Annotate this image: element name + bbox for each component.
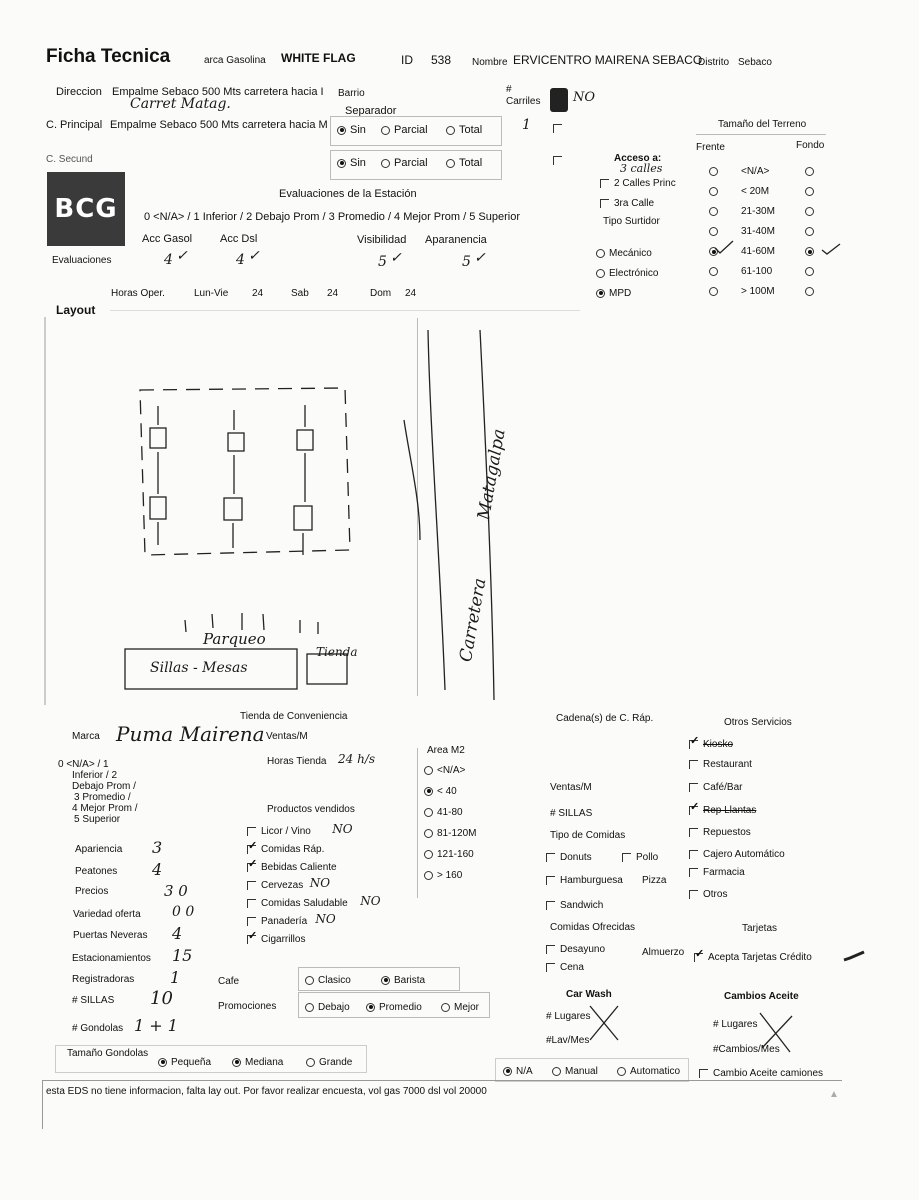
gondola-mediana[interactable]: Mediana bbox=[232, 1056, 283, 1069]
peatones-value: 4 bbox=[152, 860, 163, 879]
acc-gasol-check-icon: ✓ bbox=[176, 248, 188, 264]
tamano-gondolas-label: Tamaño Gondolas bbox=[67, 1048, 149, 1059]
page-title: Ficha Tecnica bbox=[46, 46, 171, 67]
comida-donuts[interactable]: Donuts bbox=[546, 851, 592, 864]
layout-parqueo-text: Parqueo bbox=[203, 630, 266, 648]
cambios-title: Cambios Aceite bbox=[724, 991, 799, 1002]
tipo-surtidor-title: Tipo Surtidor bbox=[603, 216, 660, 227]
puertas-label: Puertas Neveras bbox=[73, 930, 148, 941]
acceso-3ra-calle[interactable]: 3ra Calle bbox=[600, 197, 654, 210]
cadena-ventas-label: Ventas/M bbox=[550, 782, 592, 793]
comida-hamburguesa[interactable]: Hamburguesa bbox=[546, 874, 623, 887]
surtidor-mecanico[interactable]: Mecánico bbox=[596, 247, 652, 260]
layout-carretera-text: Carretera bbox=[456, 576, 491, 664]
gondolas-value: 1 + 1 bbox=[134, 1016, 178, 1035]
peatones-label: Peatones bbox=[75, 866, 118, 877]
carwash-title: Car Wash bbox=[566, 989, 612, 1000]
tienda-scale-line: 4 Mejor Prom / bbox=[72, 803, 138, 814]
producto-1[interactable] bbox=[247, 843, 324, 856]
distrito-value: Sebaco bbox=[738, 57, 772, 68]
area-option-0[interactable] bbox=[424, 764, 465, 777]
otros-item-5[interactable] bbox=[689, 848, 785, 861]
tienda-scale-line: 0 <N/A> / 1 bbox=[58, 759, 109, 770]
comida-sandwich[interactable]: Sandwich bbox=[546, 899, 603, 912]
acc-dsl-value: 4 bbox=[236, 252, 245, 268]
sillas-tienda-value: 10 bbox=[150, 988, 173, 1009]
dom-label: Dom bbox=[370, 288, 392, 299]
horas-oper-label: Horas Oper. bbox=[111, 288, 165, 299]
tienda-ventas-label: Ventas/M bbox=[266, 731, 308, 742]
acc-dsl-check-icon: ✓ bbox=[248, 248, 260, 264]
marca-gasolina-label: arca Gasolina bbox=[204, 55, 266, 66]
producto-0[interactable] bbox=[247, 825, 311, 838]
tienda-scale-line: Debajo Prom / bbox=[72, 781, 136, 792]
sep-secund-sin[interactable]: Sin bbox=[337, 157, 366, 170]
estacionamientos-value: 15 bbox=[172, 946, 193, 965]
producto-label: Bebidas Caliente bbox=[261, 862, 337, 873]
terreno-option-0: <N/A> bbox=[741, 166, 770, 177]
cambio-aceite-camiones[interactable]: Cambio Aceite camiones bbox=[699, 1067, 823, 1080]
carriles-label: # Carriles bbox=[506, 84, 541, 107]
cadena-sillas-label: # SILLAS bbox=[550, 808, 593, 819]
registradoras-label: Registradoras bbox=[72, 974, 135, 985]
lun-vie-value: 24 bbox=[252, 288, 264, 299]
c-principal-value: Empalme Sebaco 500 Mts carretera hacia M bbox=[110, 119, 328, 131]
area-option-4[interactable] bbox=[424, 848, 474, 861]
tienda-marca-label: Marca bbox=[72, 731, 100, 742]
promociones-label: Promociones bbox=[218, 1001, 277, 1012]
pump-column-2 bbox=[224, 410, 244, 548]
acc-gasol-value: 4 bbox=[164, 252, 173, 268]
sab-value: 24 bbox=[327, 288, 339, 299]
otros-item-7[interactable] bbox=[689, 888, 727, 901]
producto-6[interactable] bbox=[247, 933, 305, 946]
evaluaciones-title: Evaluaciones de la Estación bbox=[279, 188, 417, 200]
wash-na[interactable]: N/A bbox=[503, 1065, 533, 1078]
acceso-handwritten: 3 calles bbox=[620, 162, 663, 175]
area-option-5[interactable] bbox=[424, 869, 462, 882]
nombre-value: ERVICENTRO MAIRENA SEBACO bbox=[513, 53, 703, 67]
producto-label: Comidas Ráp. bbox=[261, 844, 325, 855]
separador-label: Separador bbox=[345, 105, 397, 117]
fondo-label: Fondo bbox=[796, 140, 825, 151]
area-option-2[interactable] bbox=[424, 806, 463, 819]
nombre-label: Nombre bbox=[472, 57, 508, 68]
carwash-lavmes-label: #Lav/Mes bbox=[546, 1035, 590, 1046]
otros-item-6[interactable] bbox=[689, 866, 745, 879]
comida-cena[interactable]: Cena bbox=[546, 961, 584, 974]
otros-item-4[interactable] bbox=[689, 826, 751, 839]
terreno-option-4: 41-60M bbox=[741, 246, 775, 257]
producto-label: Panadería bbox=[261, 916, 308, 927]
comida-pizza: Pizza bbox=[642, 875, 667, 886]
comida-almuerzo: Almuerzo bbox=[642, 947, 685, 958]
area-option-1[interactable] bbox=[424, 785, 457, 798]
producto-label: Cigarrillos bbox=[261, 934, 306, 945]
tarjetas-credito[interactable]: ✓Acepta Tarjetas Crédito bbox=[694, 951, 812, 964]
frente-label: Frente bbox=[696, 142, 725, 153]
fondo-41-60-check-icon bbox=[822, 244, 840, 254]
promo-mejor[interactable]: Mejor bbox=[441, 1001, 479, 1014]
producto-label: Cervezas bbox=[261, 880, 304, 891]
producto-note-0: NO bbox=[332, 822, 353, 836]
terreno-title: Tamaño del Terreno bbox=[718, 119, 807, 130]
surtidor-electronico[interactable]: Electrónico bbox=[596, 267, 658, 280]
comment-text: esta EDS no tiene informacion, falta lay out. Por favor realizar encuesta, vol gas 7000 dsl vol 20000 bbox=[46, 1086, 487, 1097]
carwash-cross-icon bbox=[590, 1006, 618, 1040]
gondolas-label: # Gondolas bbox=[72, 1023, 124, 1034]
wash-manual[interactable]: Manual bbox=[552, 1065, 598, 1078]
productos-title: Productos vendidos bbox=[267, 804, 355, 815]
otros-item-label: Restaurant bbox=[703, 759, 752, 770]
sep-secund-parcial[interactable]: Parcial bbox=[381, 157, 428, 170]
sep-secund-total[interactable]: Total bbox=[446, 157, 482, 170]
c-principal-label: C. Principal bbox=[46, 119, 103, 131]
c-secund-label: C. Secund bbox=[46, 154, 93, 165]
sep-principal-total[interactable]: Total bbox=[446, 124, 482, 137]
area-option-label: < 40 bbox=[437, 786, 457, 797]
terreno-option-6: > 100M bbox=[741, 286, 775, 297]
area-divider bbox=[417, 748, 418, 898]
tarjetas-title: Tarjetas bbox=[742, 923, 778, 934]
distrito-label: Distrito bbox=[698, 57, 730, 68]
sep-principal-parcial[interactable]: Parcial bbox=[381, 124, 428, 137]
otros-item-label: Rep Llantas bbox=[703, 805, 757, 816]
terreno-option-3: 31-40M bbox=[741, 226, 775, 237]
apariencia-check-icon: ✓ bbox=[474, 250, 486, 266]
layout-sillas-text: Sillas - Mesas bbox=[150, 660, 248, 676]
area-option-label: > 160 bbox=[437, 870, 463, 881]
area-title: Area M2 bbox=[427, 745, 465, 756]
area-option-label: 41-80 bbox=[437, 807, 463, 818]
producto-note-5: NO bbox=[315, 912, 336, 926]
marca-gasolina-value: WHITE FLAG bbox=[281, 51, 356, 65]
horas-tienda-label: Horas Tienda bbox=[267, 756, 327, 767]
producto-5[interactable] bbox=[247, 915, 307, 928]
producto-3[interactable] bbox=[247, 879, 303, 892]
layout-tienda-text: Tienda bbox=[316, 645, 358, 659]
tienda-scale-line: 5 Superior bbox=[74, 814, 121, 825]
otros-item-label: Kiosko bbox=[703, 739, 734, 750]
lun-vie-label: Lun-Vie bbox=[194, 288, 229, 299]
acc-gasol-label: Acc Gasol bbox=[142, 233, 193, 245]
otros-item-label: Café/Bar bbox=[703, 782, 743, 793]
evaluaciones-scale: 0 <N/A> / 1 Inferior / 2 Debajo Prom / 3 Promedio / 4 Mejor Prom / 5 Superior bbox=[144, 211, 520, 223]
cadena-title: Cadena(s) de C. Ráp. bbox=[556, 713, 654, 724]
producto-4[interactable] bbox=[247, 897, 348, 910]
tienda-title: Tienda de Conveniencia bbox=[240, 711, 348, 722]
tarjetas-check-icon bbox=[844, 952, 864, 960]
otros-title: Otros Servicios bbox=[724, 717, 792, 728]
cafe-clasico[interactable]: Clasico bbox=[305, 974, 351, 987]
road-line-left bbox=[428, 330, 445, 690]
area-option-label: <N/A> bbox=[437, 765, 466, 776]
carriles-value: 1 bbox=[522, 117, 531, 133]
area-option-label: 81-120M bbox=[437, 828, 477, 839]
producto-note-3: NO bbox=[309, 876, 331, 890]
visibilidad-check-icon: ✓ bbox=[390, 250, 402, 266]
precios-value: 3 0 bbox=[164, 882, 188, 900]
direccion-label: Direccion bbox=[56, 86, 102, 98]
variedad-label: Variedad oferta bbox=[73, 909, 141, 920]
area-option-label: 121-160 bbox=[437, 849, 474, 860]
barrio-label: Barrio bbox=[338, 88, 365, 99]
estacionamientos-label: Estacionamientos bbox=[72, 953, 151, 964]
sep-principal-sin[interactable]: Sin bbox=[337, 124, 366, 137]
surtidor-mpd[interactable]: MPD bbox=[596, 287, 631, 300]
gondola-grande[interactable]: Grande bbox=[306, 1056, 352, 1069]
direccion-handwritten: Carret Matag. bbox=[130, 96, 231, 112]
tienda-scale-line: Inferior / 2 bbox=[72, 770, 118, 781]
pump-column-3 bbox=[294, 405, 313, 555]
evaluaciones-label: Evaluaciones bbox=[52, 255, 112, 266]
visibilidad-value: 5 bbox=[378, 254, 387, 270]
comida-pollo[interactable]: Pollo bbox=[622, 851, 658, 864]
direccion-value: Empalme Sebaco 500 Mts carretera hacia I bbox=[112, 86, 324, 98]
cambios-lugares-label: # Lugares bbox=[713, 1019, 758, 1030]
producto-label: Comidas Saludable bbox=[261, 898, 348, 909]
terreno-option-5: 61-100 bbox=[741, 266, 773, 277]
acceso-2-calles[interactable]: 2 Calles Princ bbox=[600, 177, 676, 190]
precios-label: Precios bbox=[75, 886, 109, 897]
carriles-note: NO bbox=[573, 90, 596, 105]
layout-title: Layout bbox=[56, 303, 96, 317]
otros-item-label: Repuestos bbox=[703, 827, 751, 838]
layout-matagalpa-text: Matagalpa bbox=[474, 427, 510, 522]
frente-41-60-check-icon bbox=[715, 241, 733, 253]
acceso-title: Acceso a: bbox=[614, 153, 662, 164]
id-label: ID bbox=[401, 53, 413, 67]
sab-label: Sab bbox=[291, 288, 309, 299]
id-value: 538 bbox=[431, 53, 452, 67]
wash-automatico[interactable]: Automatico bbox=[617, 1065, 680, 1078]
otros-item-0[interactable] bbox=[689, 738, 733, 751]
pump-column-1 bbox=[150, 406, 166, 545]
tienda-scale-line: 3 Promedio / bbox=[74, 792, 131, 803]
puertas-value: 4 bbox=[172, 924, 183, 943]
comida-desayuno[interactable]: Desayuno bbox=[546, 943, 605, 956]
otros-item-label: Cajero Automático bbox=[703, 849, 785, 860]
entrance-curve bbox=[404, 420, 420, 540]
otros-item-2[interactable] bbox=[689, 781, 742, 794]
terreno-option-2: 21-30M bbox=[741, 206, 775, 217]
visibilidad-label: Visibilidad bbox=[357, 234, 407, 246]
producto-note-4: NO bbox=[360, 894, 381, 908]
variedad-value: 0 0 bbox=[172, 904, 195, 920]
promo-promedio[interactable]: Promedio bbox=[366, 1001, 422, 1014]
terreno-option-1: < 20M bbox=[741, 186, 770, 197]
apariencia-tienda-label: Apariencia bbox=[75, 844, 123, 855]
apariencia-tienda-value: 3 bbox=[152, 838, 163, 857]
sillas-tienda-label: # SILLAS bbox=[72, 995, 115, 1006]
gondola-pequena[interactable]: Pequeña bbox=[158, 1056, 211, 1069]
producto-2[interactable] bbox=[247, 861, 337, 874]
promo-debajo[interactable]: Debajo bbox=[305, 1001, 350, 1014]
tienda-marca-value: Puma Mairena bbox=[116, 722, 265, 746]
acc-dsl-label: Acc Dsl bbox=[220, 233, 258, 245]
comidas-ofrecidas-label: Comidas Ofrecidas bbox=[550, 922, 636, 933]
area-option-3[interactable] bbox=[424, 827, 476, 840]
dom-value: 24 bbox=[405, 288, 417, 299]
apariencia-label: Aparanencia bbox=[425, 234, 487, 246]
horas-tienda-value: 24 h/s bbox=[338, 752, 376, 766]
bcg-logo: BCG bbox=[47, 172, 125, 246]
carwash-lugares-label: # Lugares bbox=[546, 1011, 591, 1022]
cambios-mes-label: #Cambios/Mes bbox=[713, 1044, 780, 1055]
scroll-up-icon[interactable]: ▲ bbox=[829, 1089, 839, 1100]
producto-label: Licor / Vino bbox=[261, 826, 311, 837]
otros-item-3[interactable] bbox=[689, 804, 756, 817]
tipo-comidas-label: Tipo de Comidas bbox=[550, 830, 626, 841]
apariencia-value: 5 bbox=[462, 254, 471, 270]
otros-item-1[interactable] bbox=[689, 758, 752, 771]
registradoras-value: 1 bbox=[170, 968, 181, 987]
cafe-barista[interactable]: Barista bbox=[381, 974, 425, 987]
otros-item-label: Farmacia bbox=[703, 867, 745, 878]
otros-item-label: Otros bbox=[703, 889, 728, 900]
cafe-label: Cafe bbox=[218, 976, 240, 987]
